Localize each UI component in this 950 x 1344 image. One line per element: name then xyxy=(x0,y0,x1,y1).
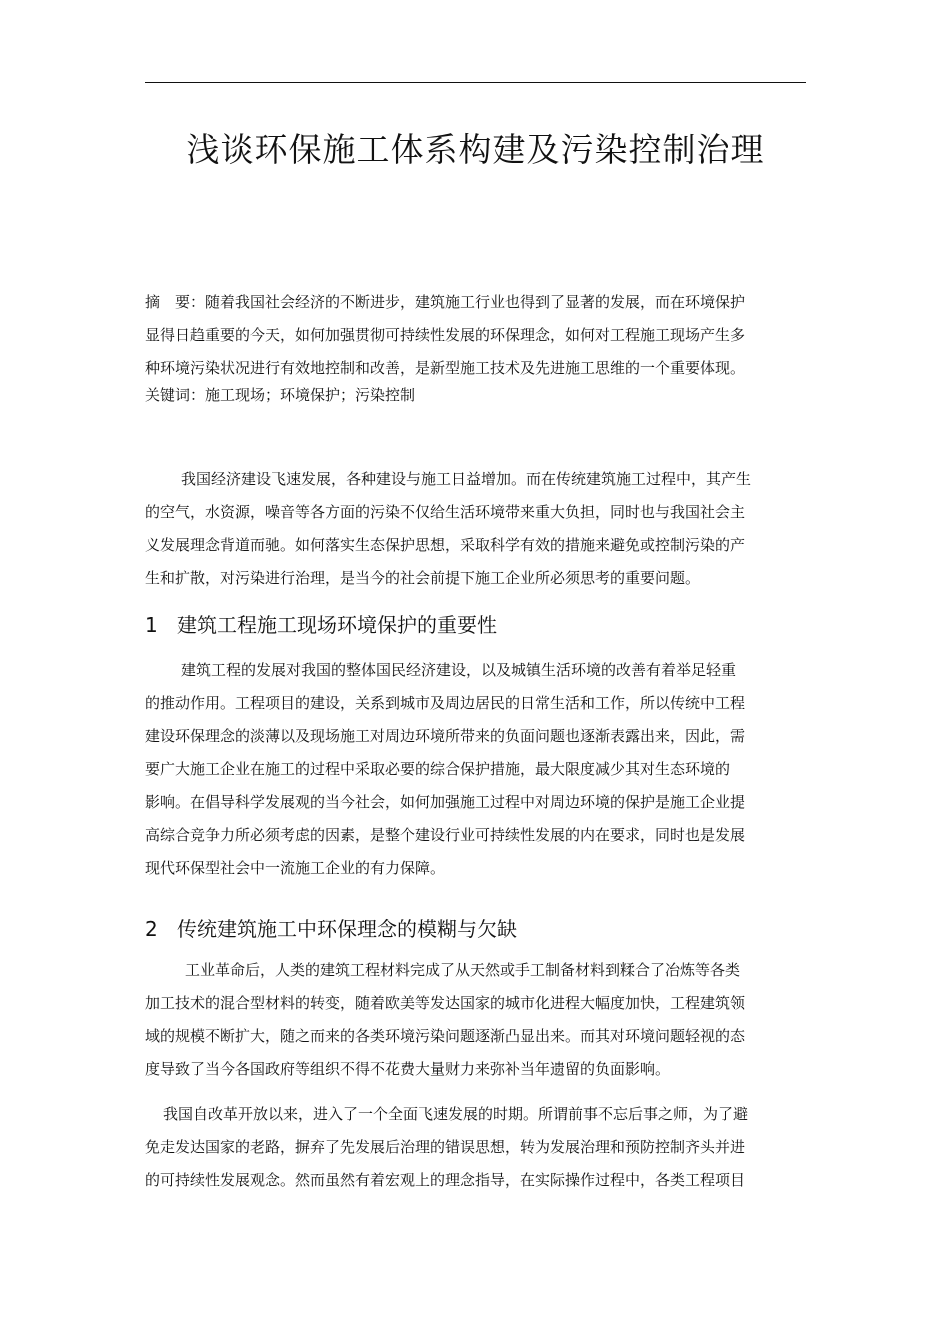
intro-line-2: 的空气，水资源，噪音等各方面的污染不仅给生活环境带来重大负担，同时也与我国社会主 xyxy=(145,503,746,521)
s2p1-line-4: 度导致了当今各国政府等组织不得不花费大量财力来弥补当年遗留的负面影响。 xyxy=(145,1060,671,1078)
section-2-heading xyxy=(145,914,806,944)
s1-line-2: 的推动作用。工程项目的建设，关系到城市及周边居民的日常生活和工作，所以传统中工程 xyxy=(145,694,746,712)
s1-line-3: 建设环保理念的淡薄以及现场施工对周边环境所带来的负面问题也逐渐表露出来，因此，需 xyxy=(145,727,746,745)
s2p1-line-1: 工业革命后，人类的建筑工程材料完成了从天然或手工制备材料到糅合了冶炼等各类 xyxy=(185,961,741,979)
abstract-label: 摘 要： xyxy=(145,293,206,311)
s1-line-5: 影响。在倡导科学发展观的当今社会，如何加强施工过程中对周边环境的保护是施工企业提 xyxy=(145,793,746,811)
intro-line-3: 义发展理念背道而驰。如何落实生态保护思想，采取科学有效的措施来避免或控制污染的产 xyxy=(145,536,746,554)
section-2-number: 2 xyxy=(145,917,158,941)
s2p1-line-3: 域的规模不断扩大，随之而来的各类环境污染问题逐渐凸显出来。而其对环境问题轻视的态 xyxy=(145,1027,746,1045)
s1-line-1: 建筑工程的发展对我国的整体国民经济建设，以及城镇生活环境的改善有着举足轻重 xyxy=(181,661,737,679)
section-1-title: 建筑工程施工现场环境保护的重要性 xyxy=(177,613,497,637)
section-1-paragraph xyxy=(145,654,806,885)
abstract-block xyxy=(145,286,806,412)
keywords-text: 施工现场；环境保护；污染控制 xyxy=(205,386,416,404)
section-1-heading xyxy=(145,610,806,640)
s2p2-line-2: 免走发达国家的老路，摒弃了先发展后治理的错误思想，转为发展治理和预防控制齐头并进 xyxy=(145,1138,746,1156)
intro-line-4: 生和扩散，对污染进行治理，是当今的社会前提下施工企业所必须思考的重要问题。 xyxy=(145,569,701,587)
abstract-line-1 xyxy=(145,286,806,319)
section-2-title: 传统建筑施工中环保理念的模糊与欠缺 xyxy=(177,917,517,941)
s2p2-line-3: 的可持续性发展观念。然而虽然有着宏观上的理念指导，在实际操作过程中，各类工程项目 xyxy=(145,1171,746,1189)
s2p1-line-2: 加工技术的混合型材料的转变，随着欧美等发达国家的城市化进程大幅度加快，工程建筑领 xyxy=(145,994,746,1012)
abstract-line-2: 显得日趋重要的今天，如何加强贯彻可持续性发展的环保理念，如何对工程施工现场产生多 xyxy=(145,326,746,344)
header-rule xyxy=(145,82,806,83)
s1-line-7: 现代环保型社会中一流施工企业的有力保障。 xyxy=(145,859,446,877)
s2p2-line-1: 我国自改革开放以来，进入了一个全面飞速发展的时期。所谓前事不忘后事之师，为了避 xyxy=(163,1105,749,1123)
abstract-line-3: 种环境污染状况进行有效地控制和改善，是新型施工技术及先进施工思维的一个重要体现。 xyxy=(145,359,746,377)
abstract-text-1: 随着我国社会经济的不断进步，建筑施工行业也得到了显著的发展，而在环境保护 xyxy=(205,293,746,311)
document-title: 浅谈环保施工体系构建及污染控制治理 xyxy=(186,130,765,169)
section-2-paragraph-1 xyxy=(145,954,806,1086)
s1-line-4: 要广大施工企业在施工的过程中采取必要的综合保护措施，最大限度减少其对生态环境的 xyxy=(145,760,731,778)
section-1-number: 1 xyxy=(145,613,158,637)
s1-line-6: 高综合竞争力所必须考虑的因素，是整个建设行业可持续性发展的内在要求，同时也是发展 xyxy=(145,826,746,844)
keywords-label: 关键词： xyxy=(145,386,206,404)
section-2-paragraph-2 xyxy=(145,1098,806,1197)
intro-line-1: 我国经济建设飞速发展，各种建设与施工日益增加。而在传统建筑施工过程中，其产生 xyxy=(181,470,752,488)
intro-paragraph xyxy=(145,463,806,595)
